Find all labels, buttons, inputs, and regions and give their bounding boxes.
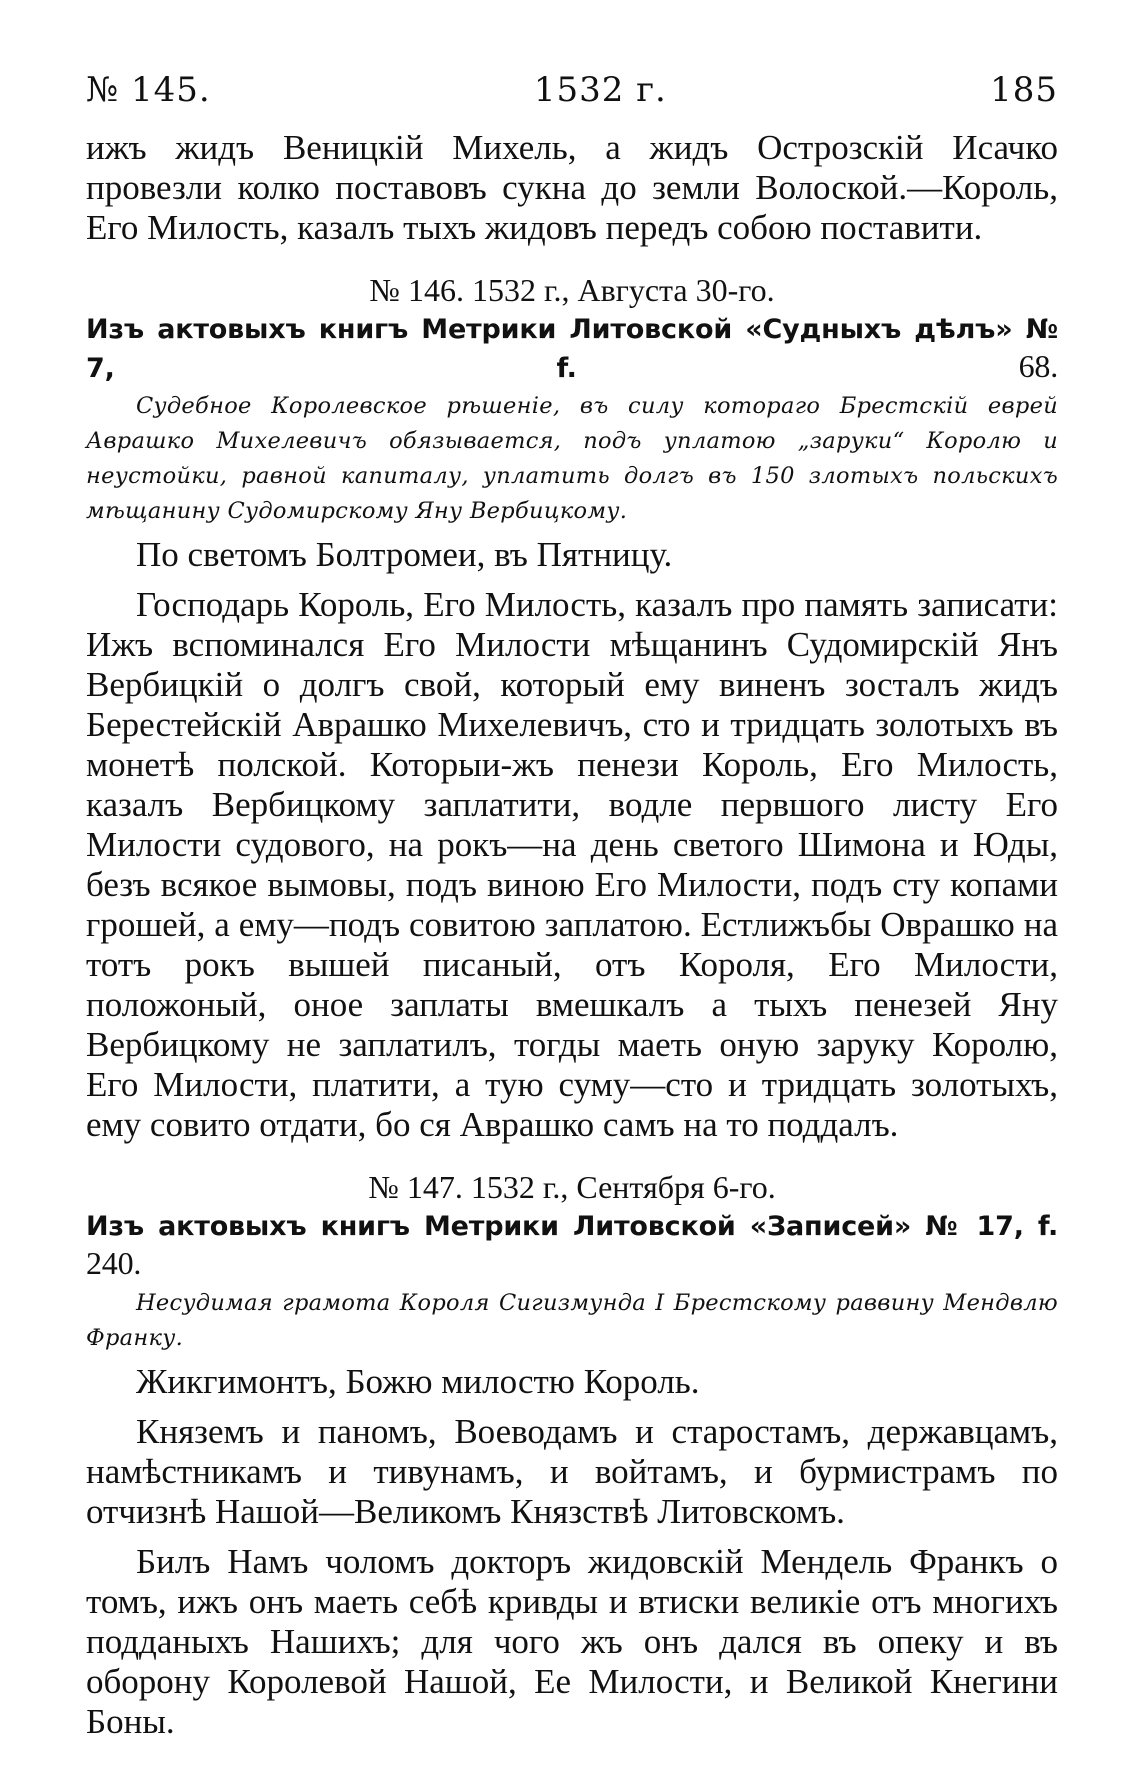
document-147 — [86, 1167, 1058, 1742]
source-folio: 240. — [86, 1245, 142, 1281]
salutation-line: Жикгимонтъ, Божю милостю Король. — [136, 1362, 700, 1401]
document-146 — [86, 270, 1058, 1145]
source-citation — [86, 1209, 1058, 1284]
continued-paragraph: ижъ жидъ Веницкій Михель, а жидъ Острозскій Исачко провезли колко поставовъ сукна до земли Волоской.—Король, Его Милость, казалъ тыхъ жидовъ передъ собою поставити. — [86, 128, 1058, 247]
document-summary: Судебное Королевское рѣшеніе, въ силу котораго Брестскій еврей Аврашко Михелевичъ обязывается, подъ уплатою „заруки“ Королю и неустойки, равной капиталу, уплатить долгъ въ 150 злотыхъ польскихъ мѣщанину Судомирскому Яну Вербицкому. — [86, 393, 1058, 524]
page-number: 185 — [990, 70, 1058, 110]
source-citation — [86, 312, 1058, 387]
document-heading: № 147. 1532 г., Сентября 6-го. — [368, 1169, 776, 1205]
year-header: 1532 г. — [533, 70, 667, 110]
date-line: По светомъ Болтромеи, въ Пятницу. — [136, 535, 673, 574]
source-citation-text: Изъ актовыхъ книгъ Метрики Литовской «Записей» № 17, f. — [86, 1211, 1058, 1242]
document-page — [86, 70, 1058, 1742]
document-summary: Несудимая грамота Короля Сигизмунда I Брестскому раввину Мендвлю Франку. — [86, 1290, 1058, 1351]
document-number-header: № 145. — [86, 70, 211, 110]
running-head — [86, 70, 1058, 128]
source-citation-text: Изъ актовыхъ книгъ Метрики Литовской «Судныхъ дѣлъ» № 7, f. — [86, 314, 1058, 384]
address-paragraph: Княземъ и паномъ, Воеводамъ и старостамъ, державцамъ, намѣстникамъ и тивунамъ, и войтамъ, и бурмистрамъ по отчизнѣ Нашой—Великомъ Князствѣ Литовскомъ. — [86, 1412, 1058, 1531]
document-heading: № 146. 1532 г., Августа 30-го. — [369, 272, 775, 308]
source-folio: 68. — [1018, 348, 1058, 384]
body-paragraph: Билъ Намъ чоломъ докторъ жидовскій Мендель Франкъ о томъ, ижъ онъ маеть себѣ кривды и втиски великіе отъ многихъ подданыхъ Нашихъ; для чого жъ онъ дался въ опеку и въ оборону Королевой Нашой, Ее Милости, и Великой Кнегини Боны. — [86, 1542, 1058, 1741]
body-paragraph: Господарь Король, Его Милость, казалъ про память записати: Ижъ вспоминался Его Милости мѣщанинъ Судомирскій Янъ Вербицкій о долгъ свой, который ему виненъ зосталъ жидъ Берестейскій Аврашко Михелевичъ, сто и тридцать золотыхъ въ монетѣ полской. Которыи-жъ пенези Король, Его Милость, казалъ Вербицкому заплатити, водле первшого листу Его Милости судового, на рокъ—на день светого Шимона и Юды, безъ всякое вымовы, подъ виною Его Милости, подъ сту копами грошей, а ему—подъ совитою заплатою. Естлижъбы Оврашко на тотъ рокъ вышей писаный, отъ Короля, Его Милости, положоный, оное заплаты вмешкалъ а тыхъ пенезей Яну Вербицкому не заплатилъ, тогды маеть оную заруку Королю, Его Милости, платити, а тую суму—сто и тридцать золотыхъ, ему совито отдати, бо ся Аврашко самъ на то поддалъ. — [86, 585, 1058, 1144]
